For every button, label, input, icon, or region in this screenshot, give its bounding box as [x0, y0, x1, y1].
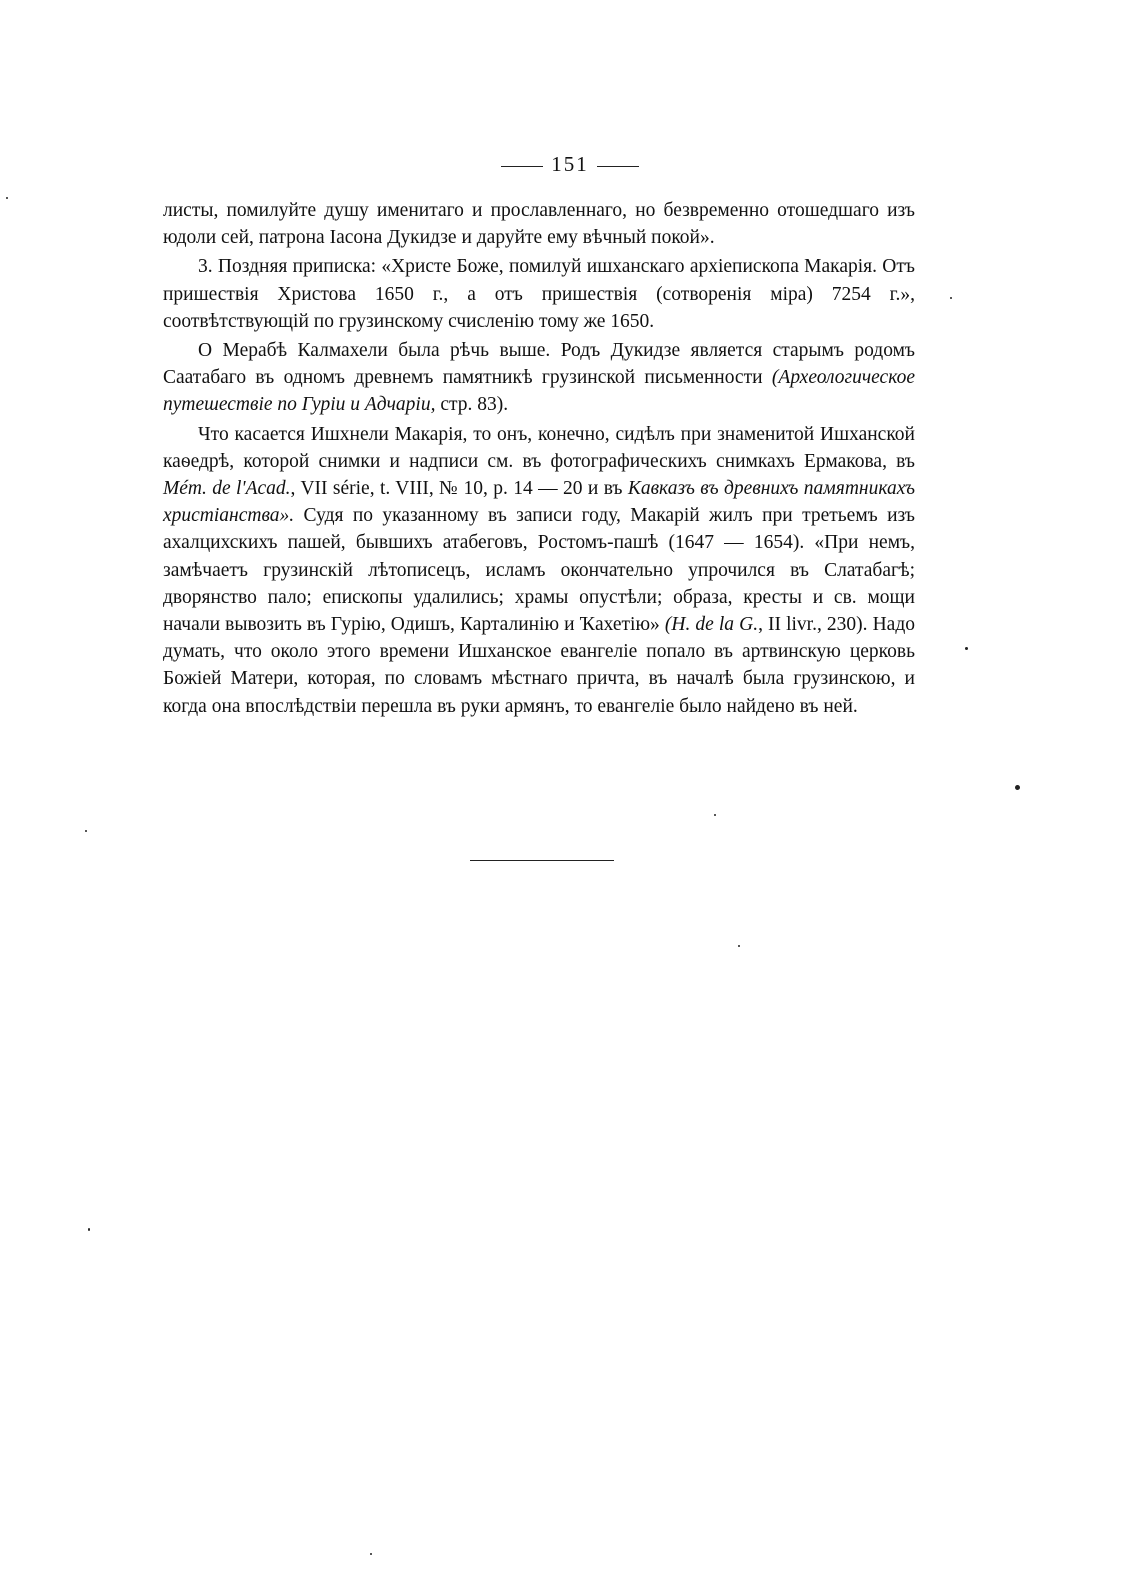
scan-speck [714, 814, 716, 816]
header-rule-right [597, 166, 639, 167]
italic-citation: Mém. de l'Acad. [163, 478, 291, 500]
page-header [0, 152, 1140, 177]
text-run: , VII série, t. VIII, № 10, p. 14 — 20 и въ [290, 478, 628, 500]
paragraph-2 [163, 253, 915, 335]
scan-speck [965, 647, 968, 650]
text-run: 3. Поздняя приписка: «Христе Боже, помилуй ишханскаго архіепископа Макарія. Отъ пришествія Христова 1650 г., а отъ пришествія (сотворенія міра) 7254 г.», соотвѣтствующій по грузинскому счисленію тому же 1650. [163, 256, 915, 332]
body-text [163, 197, 915, 722]
text-run: Что касается Ишхнели Макарія, то онъ, конечно, сидѣлъ при знаменитой Ишханской каѳедрѣ, которой снимки и надписи см. въ фотографическихъ снимкахъ Ермакова, въ [163, 423, 915, 472]
section-end-rule [470, 860, 614, 861]
paragraph-3 [163, 337, 915, 419]
text-run: стр. 83). [435, 394, 509, 416]
text-run: Судя по указанному въ записи году, Макарій жилъ при третьемъ изъ ахалцихскихъ пашей, бывшихъ атабеговъ, Ростомъ-пашѣ (1647 — 1654). «При немъ, замѣчаетъ грузинскій лѣтописецъ, исламъ окончательно упрочился въ Слатабагѣ; дворянство пало; епископы удалились; храмы опустѣли; образа, кресты и св. мощи начали вывозить въ Гурію, Одишъ, Карталинію и Ҡахетію» [163, 505, 915, 636]
scan-speck [88, 1228, 90, 1231]
paragraph-4 [163, 421, 915, 720]
scan-speck [85, 830, 87, 832]
paragraph-1 [163, 197, 915, 251]
text-run: листы, помилуйте душу именитаго и прославленнаго, но безвременно отошедшаго изъ юдоли сей, патрона Іасона Дукидзе и даруйте ему вѣчный покой». [163, 200, 915, 249]
italic-citation: (H. de la G. [664, 614, 759, 636]
header-rule-left [501, 166, 543, 167]
scan-speck [950, 297, 952, 299]
scan-speck [370, 1553, 372, 1555]
scan-speck [738, 945, 740, 947]
text-run: О Мерабѣ Калмахели была рѣчь выше. Родъ Дукидзе является старымъ родомъ Саатабаго въ одномъ древнемъ памятникѣ грузинской письменности [163, 340, 915, 389]
scan-speck [1015, 785, 1020, 790]
scan-speck [6, 197, 8, 199]
page-number: 151 [551, 152, 589, 176]
italic-citation: (Археологическое путешествіе по Гуріи и Адчаріи, [163, 367, 915, 416]
text-run: , II livr., 230). Надо думать, что около этого времени Ишханское евангеліе попало въ артвинскую церковь Божіей Матери, которая, по словамъ мѣстнаго причта, въ началѣ была грузинскою, и когда она впослѣдствіи перешла въ руки армянъ, то евангеліе было найдено въ ней. [163, 614, 916, 717]
italic-citation: Кавказъ въ древнихъ памятникахъ христіанства». [163, 478, 915, 527]
